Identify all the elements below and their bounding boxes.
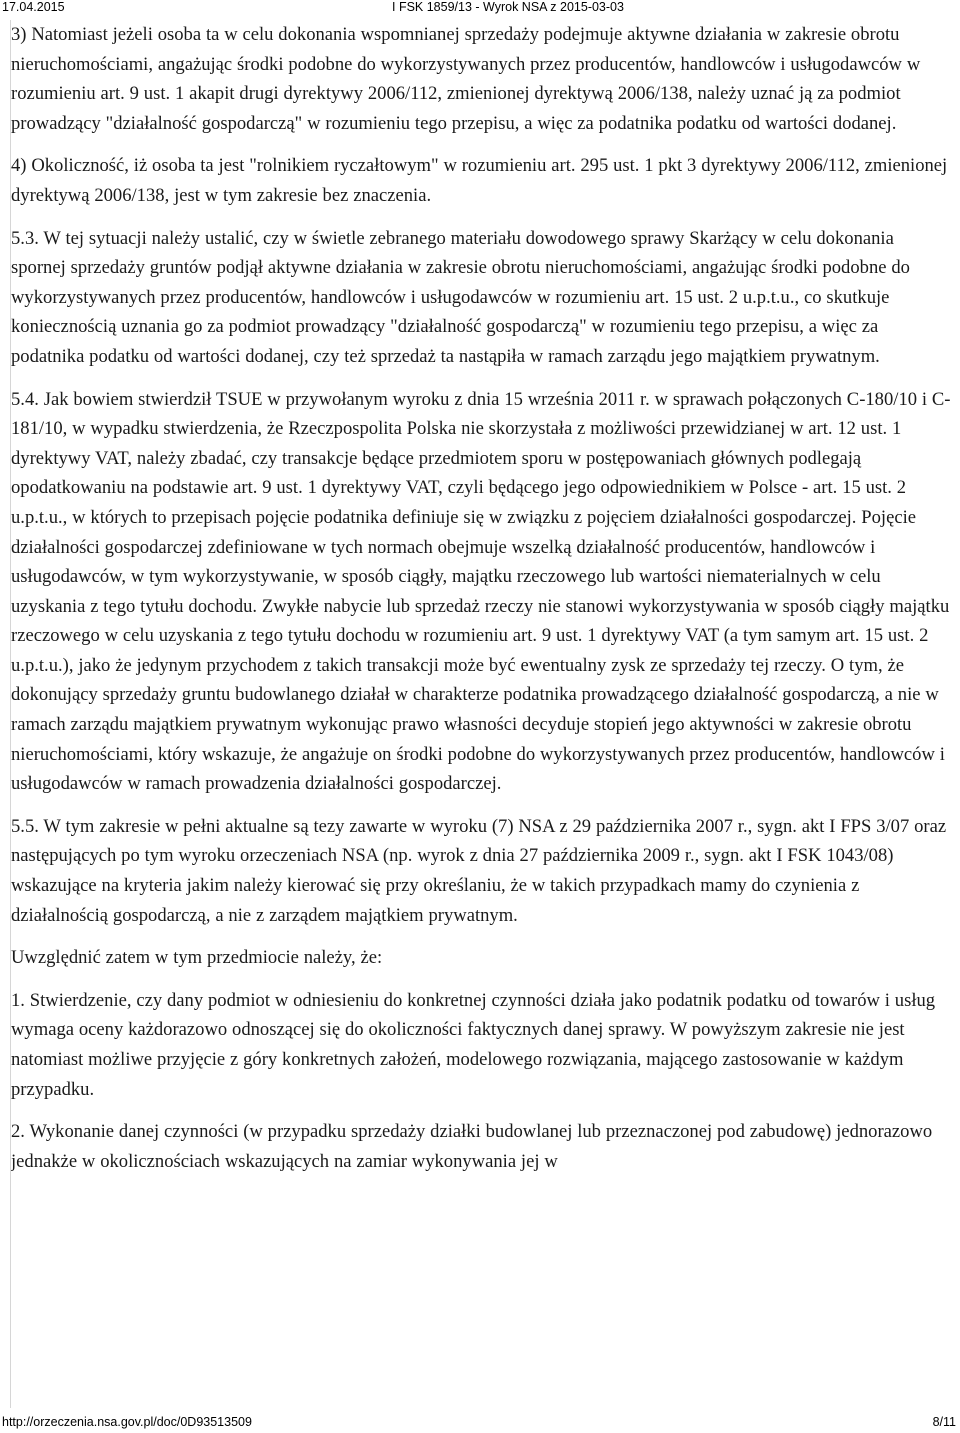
- paragraph-point-3: 3) Natomiast jeżeli osoba ta w celu dokonania wspomnianej sprzedaży podejmuje aktywne działania w zakresie obrotu nieruchomościami, angażując środki podobne do wykorzystywanych przez producentów, handlowców i usługodawców w rozumieniu art. 9 ust. 1 akapit drugi dyrektywy 2006/112, zmienionej dyrektywą 2006/138, należy uznać ją za podmiot prowadzący "działalność gospodarczą" w rozumieniu tego przepisu, a więc za podatnika podatku od wartości dodanej.: [11, 24, 921, 134]
- source-url: http://orzeczenia.nsa.gov.pl/doc/0D93513509: [2, 1415, 252, 1429]
- document-body: [10, 20, 952, 1408]
- paragraph-5-4: 5.4. Jak bowiem stwierdził TSUE w przywołanym wyroku z dnia 15 września 2011 r. w sprawach połączonych C-180/10 i C-181/10, w wypadku stwierdzenia, że Rzeczpospolita Polska nie skorzystała z możliwości przewidzianej w art. 12 ust. 1 dyrektywy VAT, należy zbadać, czy transakcje będące przedmiotem sporu w postępowaniach głównych podlegają opodatkowaniu na podstawie art. 9 ust. 1 dyrektywy VAT, czyli będącego jego odpowiednikiem w Polsce - art. 15 ust. 2 u.p.t.u., w których to przepisach pojęcie podatnika definiuje się w związku z pojęciem działalności gospodarczej. Pojęcie działalności gospodarczej zdefiniowane w tych normach obejmuje wszelką działalność producentów, handlowców i usługodawców, w tym wykorzystywanie, w sposób ciągły, majątku rzeczowego lub wartości niematerialnych w celu uzyskania z tego tytułu dochodu. Zwykłe nabycie lub sprzedaż rzeczy nie stanowi wykorzystywania w sposób ciągły majątku rzeczowego w celu uzyskania z tego tytułu dochodu w rozumieniu art. 9 ust. 1 dyrektywy VAT (a tym samym art. 15 ust. 2 u.p.t.u.), jako że jedynym przychodem z takich transakcji może być ewentualny zysk ze sprzedaży tej rzeczy. O tym, że dokonujący sprzedaży gruntu budowlanego działał w charakterze podatnika prowadzącego działalność gospodarczą, a nie w ramach zarządu majątkiem prywatnym wykonując prawo własności decyduje stopień jego aktywności w zakresie obrotu nieruchomościami, który wskazuje, że angażuje on środki podobne do wykorzystywanych przez producentów, handlowców i usługodawców w ramach prowadzenia działalności gospodarczej.: [11, 388, 951, 795]
- page-number: 8/11: [932, 1415, 956, 1429]
- paragraph-point-4: 4) Okoliczność, iż osoba ta jest "rolnikiem ryczałtowym" w rozumieniu art. 295 ust. 1 pkt 3 dyrektywy 2006/112, zmienionej dyrektywą 2006/138, jest w tym zakresie bez znaczenia.: [11, 155, 948, 206]
- document-title: I FSK 1859/13 - Wyrok NSA z 2015-03-03: [392, 0, 624, 14]
- paragraph-5-3: 5.3. W tej sytuacji należy ustalić, czy w świetle zebranego materiału dowodowego sprawy Skarżący w celu dokonania spornej sprzedaży gruntów podjął aktywne działania w zakresie obrotu nieruchomościami, angażując środki podobne do wykorzystywanych przez producentów, handlowców i usługodawców w rozumieniu art. 15 ust. 2 u.p.t.u., co skutkuje koniecznością uznania go za podmiot prowadzący "działalność gospodarczą" w rozumieniu tego przepisu, a więc za podatnika podatku od wartości dodanej, czy też sprzedaż ta nastąpiła w ramach zarządu jego majątkiem prywatnym.: [11, 227, 910, 367]
- paragraph-item-2: 2. Wykonanie danej czynności (w przypadku sprzedaży działki budowlanej lub przeznaczonej pod zabudowę) jednorazowo jednakże w okolicznościach wskazujących na zamiar wykonywania jej w: [11, 1121, 933, 1172]
- print-footer: [0, 1414, 960, 1430]
- print-header: [0, 0, 960, 14]
- paragraph-5-5: 5.5. W tym zakresie w pełni aktualne są tezy zawarte w wyroku (7) NSA z 29 października 2007 r., sygn. akt I FPS 3/07 oraz następujących po tym wyroku orzeczeniach NSA (np. wyrok z dnia 27 października 2009 r., sygn. akt I FSK 1043/08) wskazujące na kryteria jakim należy kierować się przy określaniu, że w takich przypadkach mamy do czynienia z działalnością gospodarczą, a nie z zarządem majątkiem prywatnym.: [11, 815, 947, 926]
- paragraph-item-1: 1. Stwierdzenie, czy dany podmiot w odniesieniu do konkretnej czynności działa jako podatnik podatku od towarów i usług wymaga oceny każdorazowo odnoszącej się do okoliczności faktycznych danej sprawy. W powyższym zakresie nie jest natomiast możliwe przyjęcie z góry konkretnych założeń, modelowego rozwiązania, mającego zastosowanie w każdym przypadku.: [11, 989, 936, 1100]
- print-date: 17.04.2015: [2, 0, 65, 14]
- paragraph-intro: Uwzględnić zatem w tym przedmiocie należy, że:: [11, 947, 383, 969]
